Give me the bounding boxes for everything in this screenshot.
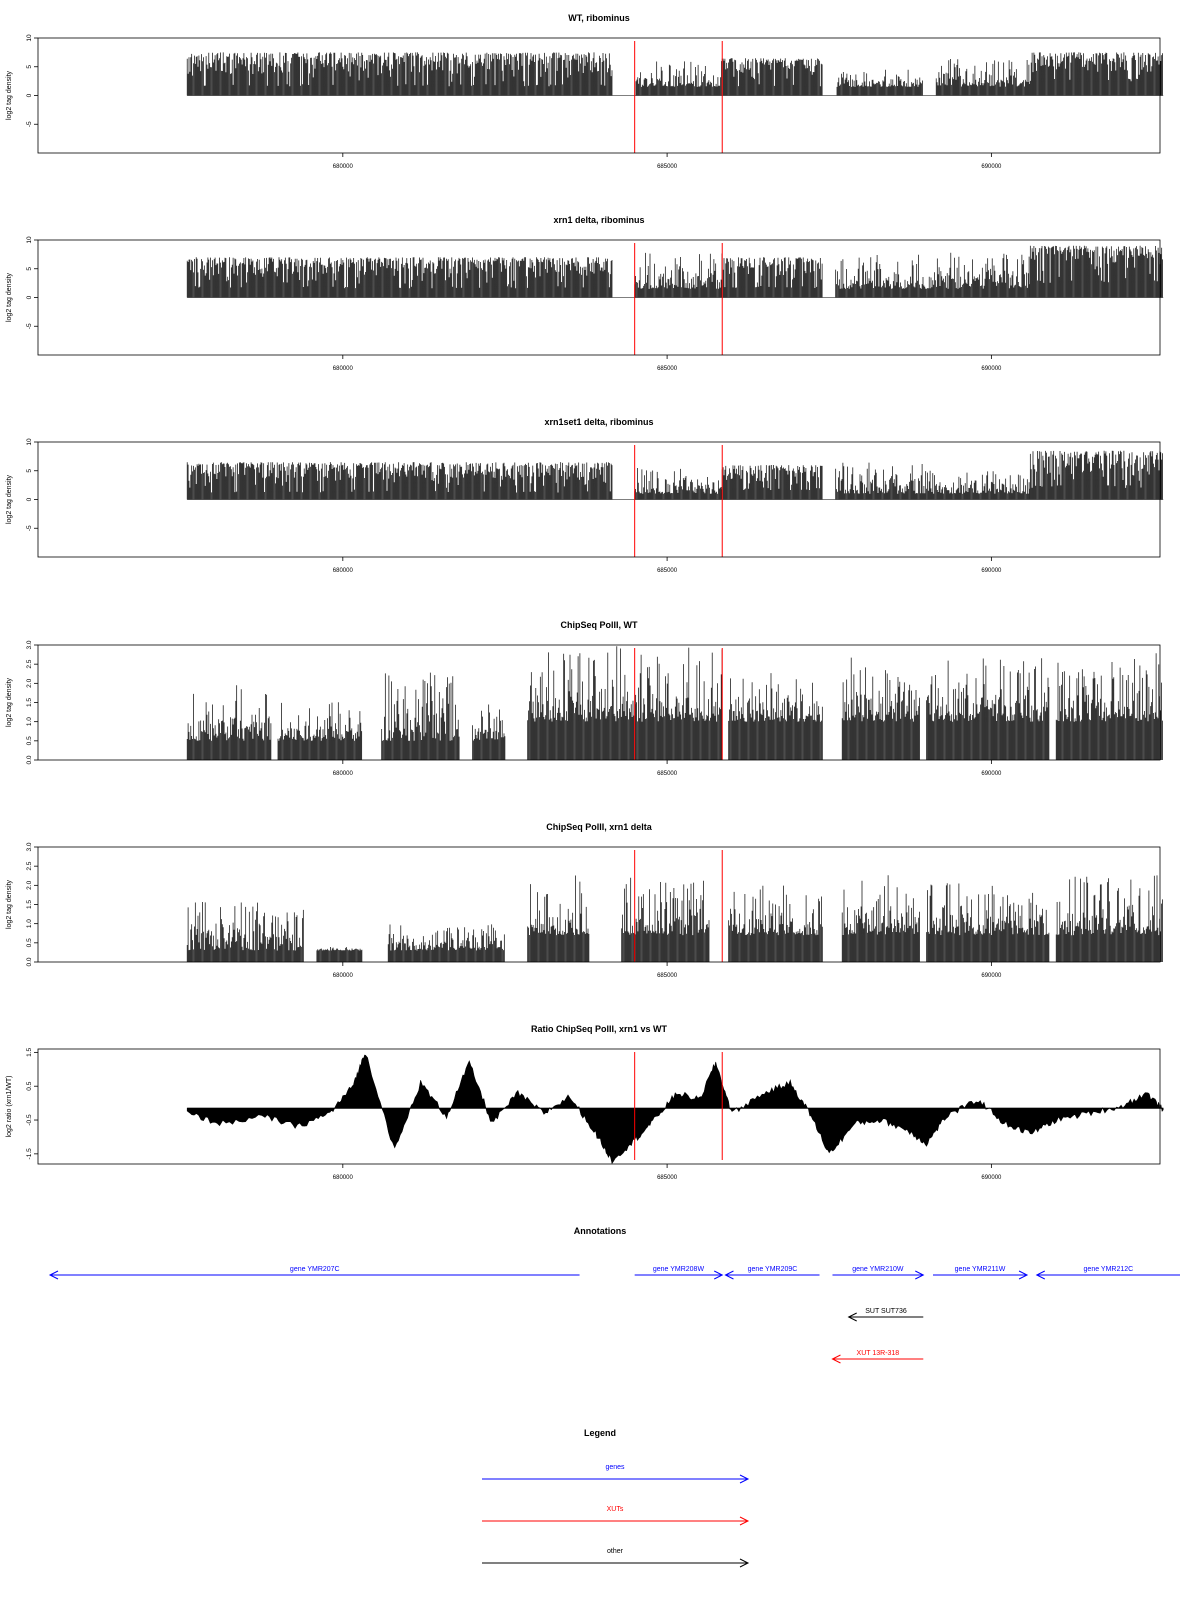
data-bars (388, 924, 504, 962)
feature-label: gene YMR211W (954, 1266, 1006, 1273)
feature-label: gene YMR210W (852, 1266, 904, 1273)
x-tick-label: 690000 (981, 366, 1002, 372)
y-tick-label: 0 (26, 295, 33, 300)
y-tick-label: 2.0 (26, 880, 33, 890)
feature-label: SUT SUT736 (865, 1308, 907, 1315)
data-bars (842, 875, 919, 962)
data-bars (187, 902, 303, 962)
chart-panel (6, 822, 1162, 979)
data-bars (1030, 246, 1162, 298)
feature-label: gene YMR207C (289, 1266, 340, 1273)
y-tick-label: 2.5 (26, 861, 33, 871)
x-tick-label: 685000 (657, 164, 678, 170)
y-tick-label: 2.0 (26, 678, 33, 688)
y-axis-label: log2 tag density (6, 70, 13, 121)
feature-label: gene YMR208W (652, 1266, 705, 1273)
data-bars (528, 876, 589, 963)
data-bars (1030, 52, 1162, 95)
data-bars (729, 673, 823, 760)
y-tick-label: 1.5 (26, 1047, 33, 1057)
feature-label: gene YMR212C (1083, 1266, 1134, 1273)
y-tick-label: 5 (26, 266, 33, 271)
y-tick-label: 0.5 (26, 736, 33, 746)
y-tick-label: 3.0 (26, 640, 33, 650)
data-bars (528, 646, 722, 760)
data-bars (382, 673, 459, 760)
data-bars (729, 886, 823, 962)
data-bars (636, 61, 722, 95)
chart-title: WT, ribominus (568, 13, 630, 23)
y-axis-label: log2 tag density (6, 879, 13, 930)
legend-label: genes (605, 1464, 625, 1471)
feature-label: gene YMR209C (747, 1266, 798, 1273)
data-bars (927, 658, 1049, 760)
plot-frame (38, 1049, 1160, 1164)
x-tick-label: 680000 (332, 366, 353, 372)
chart-panel (6, 13, 1163, 170)
y-tick-label: 1.5 (26, 899, 33, 910)
y-tick-label: 10 (26, 34, 33, 42)
x-tick-label: 685000 (657, 771, 678, 777)
y-axis-label: log2 tag density (6, 677, 13, 728)
legend-label: XUTs (606, 1506, 624, 1513)
ratio-area (187, 1055, 1163, 1163)
x-tick-label: 690000 (981, 973, 1002, 979)
y-tick-label: -5 (26, 525, 33, 532)
x-tick-label: 680000 (332, 164, 353, 170)
x-tick-label: 690000 (981, 771, 1002, 777)
x-tick-label: 690000 (981, 568, 1002, 574)
feature-label: XUT 13R-318 (856, 1350, 900, 1357)
y-tick-label: 0.0 (26, 957, 33, 967)
x-tick-label: 685000 (657, 568, 678, 574)
data-bars (842, 658, 919, 760)
data-bars (927, 471, 1031, 500)
y-tick-label: 0 (26, 497, 33, 502)
x-tick-label: 680000 (332, 771, 353, 777)
y-tick-label: -1.5 (26, 1148, 33, 1160)
y-tick-label: 1.0 (26, 717, 33, 727)
legend-title: Legend (583, 1428, 617, 1438)
x-tick-label: 685000 (657, 973, 678, 979)
chart-title: xrn1set1 delta, ribominus (544, 417, 654, 427)
data-bars (187, 685, 271, 760)
y-tick-label: 3.0 (26, 842, 33, 852)
chart-panel (6, 417, 1163, 574)
y-axis-label: log2 tag density (6, 272, 13, 323)
x-tick-label: 685000 (657, 1175, 678, 1181)
legend-label: other (607, 1548, 623, 1555)
data-bars (317, 947, 362, 962)
chart-panel (6, 215, 1163, 372)
data-bars (836, 255, 926, 298)
chart-title: ChipSeq PolII, WT (560, 620, 638, 630)
data-bars (927, 253, 1031, 298)
chart-title: xrn1 delta, ribominus (553, 215, 645, 225)
y-tick-label: -5 (26, 323, 33, 330)
data-bars (836, 463, 926, 500)
x-tick-label: 685000 (657, 366, 678, 372)
data-bars (936, 59, 1030, 96)
data-bars (722, 257, 822, 297)
data-bars (1030, 451, 1162, 500)
x-tick-label: 690000 (981, 164, 1002, 170)
y-tick-label: 1.5 (26, 697, 33, 708)
y-tick-label: 0.5 (26, 938, 33, 948)
x-tick-label: 680000 (332, 973, 353, 979)
y-tick-label: 2.5 (26, 659, 33, 669)
y-tick-label: 10 (26, 236, 33, 244)
x-tick-label: 690000 (981, 1175, 1002, 1181)
chart-title: ChipSeq PolII, xrn1 delta (546, 822, 652, 832)
x-tick-label: 680000 (332, 568, 353, 574)
annotations-panel (50, 1226, 1180, 1363)
data-bars (1056, 653, 1162, 760)
chart-panel (6, 1024, 1163, 1181)
y-tick-label: 10 (26, 438, 33, 446)
data-bars (278, 702, 362, 760)
chart-title: Ratio ChipSeq PolII, xrn1 vs WT (530, 1024, 668, 1034)
y-axis-label: log2 tag density (6, 474, 13, 525)
y-tick-label: 0 (26, 93, 33, 98)
legend-panel (482, 1428, 748, 1567)
x-tick-label: 680000 (332, 1175, 353, 1181)
y-tick-label: 5 (26, 64, 33, 69)
data-bars (187, 462, 612, 499)
data-bars (927, 883, 1049, 962)
annotations-title: Annotations (573, 1226, 627, 1236)
data-bars (473, 705, 505, 761)
y-tick-label: 5 (26, 468, 33, 473)
data-bars (187, 52, 612, 95)
y-tick-label: 0.5 (26, 1081, 33, 1091)
y-axis-label: log2 ratio (xrn1/WT) (6, 1075, 13, 1138)
data-bars (722, 465, 822, 500)
data-bars (187, 257, 612, 297)
data-bars (635, 468, 722, 500)
data-bars (837, 70, 923, 96)
data-bars (722, 58, 822, 95)
chart-panel (6, 620, 1162, 777)
y-tick-label: -5 (26, 121, 33, 128)
y-tick-label: -0.5 (26, 1114, 33, 1126)
data-bars (635, 253, 722, 298)
y-tick-label: 0.0 (26, 755, 33, 765)
y-tick-label: 1.0 (26, 919, 33, 929)
data-bars (1056, 875, 1162, 962)
